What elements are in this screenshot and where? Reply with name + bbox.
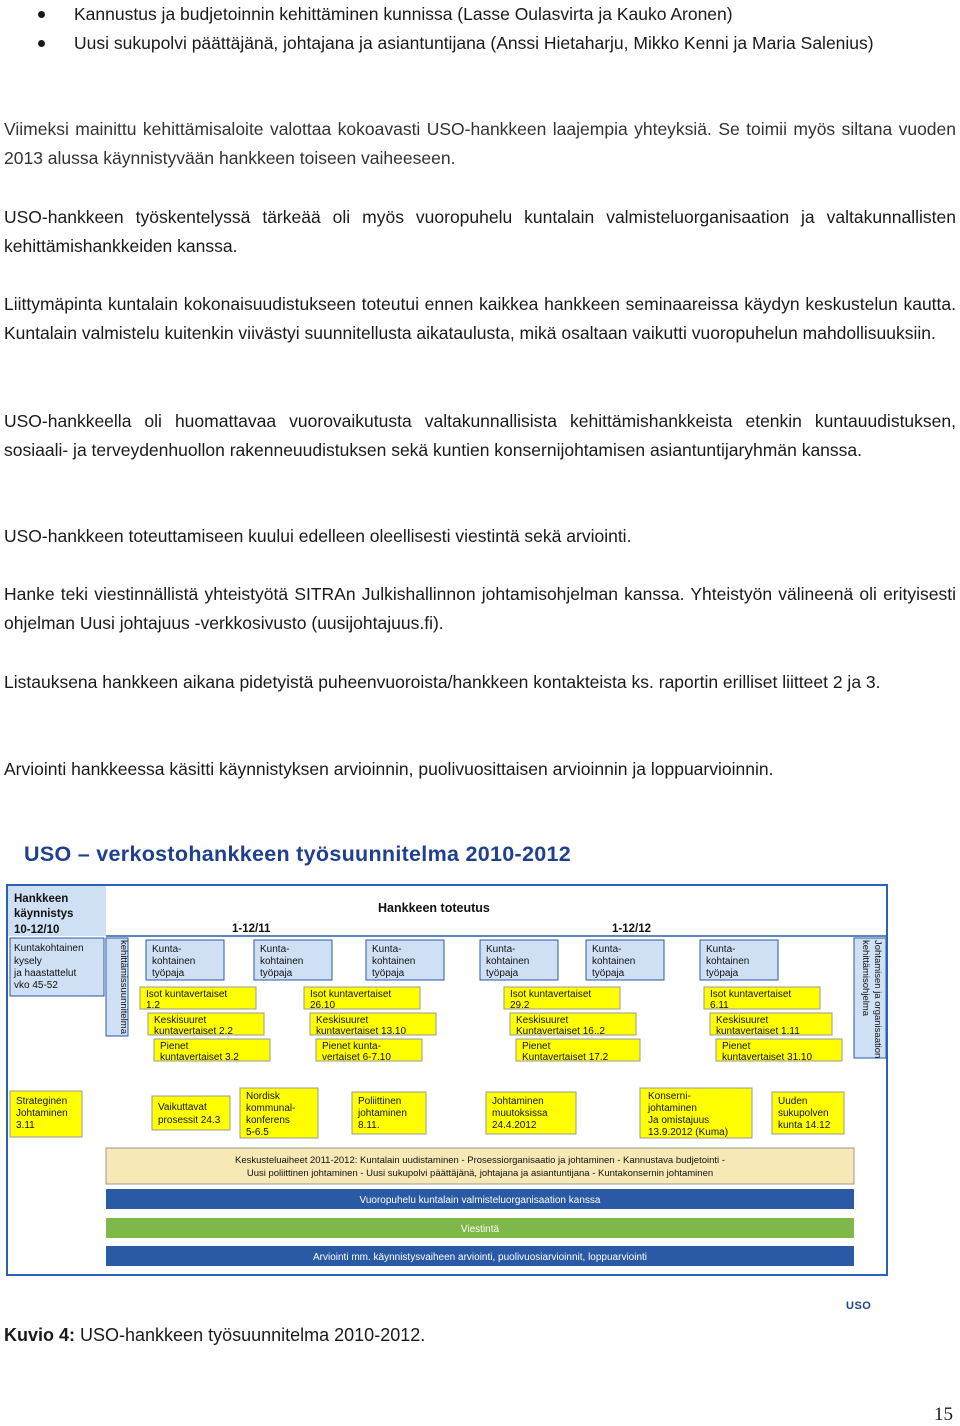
seminar-line: 24.4.2012 <box>492 1120 537 1131</box>
peer-line: 6.11 <box>710 1000 729 1011</box>
workshop-line: työpaja <box>260 968 293 979</box>
seminar-line: Konserni- <box>648 1091 691 1102</box>
page-number: 15 <box>934 1404 953 1425</box>
seminar-line: Vaikuttavat <box>158 1102 207 1113</box>
peer-line: Isot kuntavertaiset <box>710 989 792 1000</box>
paragraph: USO-hankkeen toteuttamiseen kuului edelleen oleellisesti viestintä sekä arviointi. <box>4 526 632 546</box>
evaluation-bar-label: Arviointi mm. käynnistysvaiheen arviointi, puolivuosiarvioinnit, loppuarviointi <box>312 1252 648 1263</box>
paragraph: Arviointi hankkeessa käsitti käynnistyksen arvioinnin, puolivuosittaisen arvioinnin ja loppuarvioinnin. <box>4 759 774 779</box>
peer-line: Pienet <box>522 1041 551 1052</box>
peer-line: Pienet <box>160 1041 189 1052</box>
figure-caption <box>4 1323 425 1347</box>
start-header-line: käynnistys <box>14 908 74 920</box>
workshop-line: Kunta- <box>486 944 516 955</box>
workshop-line: työpaja <box>592 968 625 979</box>
start-survey-line: Kuntakohtainen <box>14 943 84 954</box>
workshop-line: kohtainen <box>486 956 530 967</box>
peer-line: kuntavertaiset 31.10 <box>722 1052 813 1063</box>
workshop-line: työpaja <box>152 968 185 979</box>
vertical-label-left: kehittämissuunnitelma <box>118 940 129 1034</box>
peer-line: kuntavertaiset 2.2 <box>154 1026 233 1037</box>
peer-line: 1.2 <box>146 1000 160 1011</box>
peer-line: Keskisuuret <box>516 1015 569 1026</box>
peer-line: 26.10 <box>310 1000 336 1011</box>
peer-line: Isot kuntavertaiset <box>310 989 392 1000</box>
seminar-line: kunta 14.12 <box>778 1120 831 1131</box>
paragraph: Listauksena hankkeen aikana pidetyistä puheenvuoroista/hankkeen kontakteista ks. raportin erilliset liitteet 2 ja 3. <box>4 672 881 692</box>
communication-bar-label: Viestintä <box>460 1224 500 1235</box>
peer-line: kuntavertaiset 13.10 <box>316 1026 407 1037</box>
workshop-line: Kunta- <box>592 944 622 955</box>
seminar-line: Ja omistajuus <box>648 1115 710 1126</box>
vertical-label-right: Johtamisen ja organisaation <box>872 940 883 1059</box>
bullet-dot-icon <box>38 11 45 18</box>
peer-line: Pienet <box>722 1041 751 1052</box>
seminar-line: Nordisk <box>246 1091 280 1102</box>
start-survey-line: vko 45-52 <box>14 980 58 991</box>
workshop-line: kohtainen <box>152 956 196 967</box>
peer-line: vertaiset 6-7.10 <box>322 1052 391 1063</box>
diagram-canvas <box>6 884 888 1276</box>
seminar-line: kommunal- <box>246 1103 296 1114</box>
peer-line: 29.2 <box>510 1000 530 1011</box>
themes-line: Keskusteluaiheet 2011-2012: Kuntalain uudistaminen - Prosessiorganisaatio ja johtaminen - Kannustava budjetointi - <box>235 1155 725 1166</box>
workshop-line: Kunta- <box>372 944 402 955</box>
workshop-line: kohtainen <box>372 956 416 967</box>
bullet-item <box>0 0 960 29</box>
peer-line: Keskisuuret <box>716 1015 769 1026</box>
seminar-line: Johtaminen <box>492 1096 544 1107</box>
toteutus-header: Hankkeen toteutus <box>378 901 490 915</box>
peer-group-column <box>140 987 270 1063</box>
peer-line: Isot kuntavertaiset <box>146 989 228 1000</box>
peer-group-column <box>304 987 436 1063</box>
seminar-line: 8.11. <box>358 1120 380 1131</box>
workshop-line: kohtainen <box>706 956 750 967</box>
seminar-line: 3.11 <box>16 1120 35 1131</box>
seminar-line: muutoksissa <box>492 1108 548 1119</box>
peer-line: kuntavertaiset 3.2 <box>160 1052 239 1063</box>
peer-line: Pienet kunta- <box>322 1041 381 1052</box>
peer-line: Isot kuntavertaiset <box>510 989 592 1000</box>
seminar-line: 5-6.5 <box>246 1127 269 1138</box>
seminar-line: 13.9.2012 (Kuma) <box>648 1127 729 1138</box>
paragraph: Liittymäpinta kuntalain kokonaisuudistukseen toteutui ennen kaikkea hankkeen seminaareissa käydyn keskustelun kautta. Kuntalain valmistelu kuitenkin viivästyi suunnitellusta aikataulusta, mikä osaltaan vaikutti vuoropuhelun mahdollisuuksiin. <box>4 294 956 343</box>
caption-text: USO-hankkeen työsuunnitelma 2010-2012. <box>75 1325 426 1345</box>
themes-line: Uusi poliittinen johtaminen - Uusi sukupolvi päättäjänä, johtajana ja asiantuntijana - Kuntakonsernin johtaminen <box>246 1168 714 1179</box>
figure-title: USO – verkostohankkeen työsuunnitelma 2010-2012 <box>24 842 572 866</box>
dialogue-bar-label: Vuoropuhelu kuntalain valmisteluorganisaation kanssa <box>359 1195 601 1206</box>
workshop-line: työpaja <box>486 968 519 979</box>
seminar-line: Poliittinen <box>358 1096 402 1107</box>
period-label: 1-12/12 <box>612 923 652 935</box>
peer-group-column <box>504 987 640 1063</box>
paragraph: USO-hankkeen työskentelyssä tärkeää oli myös vuoropuhelu kuntalain valmisteluorganisaation ja valtakunnallisten kehittämishankkeiden kanssa. <box>4 207 956 256</box>
seminar-line: Uuden <box>778 1096 808 1107</box>
bullet-item <box>0 29 960 58</box>
seminar-line: sukupolven <box>778 1108 829 1119</box>
peer-line: kuntavertaiset 1.11 <box>716 1026 800 1037</box>
start-survey-line: ja haastattelut <box>14 968 77 979</box>
seminar-line: Strateginen <box>16 1096 68 1107</box>
seminar-line: prosessit 24.3 <box>158 1115 221 1126</box>
seminar-line: konferens <box>246 1115 290 1126</box>
start-survey-line: kysely <box>14 956 42 967</box>
work-plan-diagram <box>6 884 888 1276</box>
bullet-dot-icon <box>38 40 45 47</box>
seminar-line: johtaminen <box>648 1103 697 1114</box>
period-label: 1-12/11 <box>232 923 271 935</box>
paragraph: USO-hankkeella oli huomattavaa vuorovaikutusta valtakunnallisista kehittämishankkeista etenkin kuntauudistuksen, sosiaali- ja terveydenhuollon rakenneuudistuksen sekä kuntien konsernijohtamisen asiantuntijaryhmän kanssa. <box>4 411 956 460</box>
workshop-line: kohtainen <box>260 956 304 967</box>
start-header-line: 10-12/10 <box>14 924 60 936</box>
workshop-line: työpaja <box>706 968 739 979</box>
paragraph: Hanke teki viestinnällistä yhteistyötä SITRAn Julkishallinnon johtamisohjelman kanssa. Yhteistyön välineenä oli erityisesti ohjelman Uusi johtajuus -verkkosivusto (uusijohtajuus.fi). <box>4 584 956 633</box>
seminar-line: johtaminen <box>358 1108 407 1119</box>
peer-line: Keskisuuret <box>154 1015 207 1026</box>
workshop-line: työpaja <box>372 968 405 979</box>
seminar-line: Johtaminen <box>16 1108 68 1119</box>
bullet-text: Uusi sukupolvi päättäjänä, johtajana ja asiantuntijana (Anssi Hietaharju, Mikko Kenni ja Maria Salenius) <box>74 33 874 53</box>
uso-logo: USO <box>846 1300 872 1312</box>
caption-label: Kuvio 4: <box>4 1325 76 1345</box>
workshop-line: Kunta- <box>706 944 736 955</box>
vertical-label-right: kehittämisohjelma <box>860 940 871 1017</box>
peer-line: Keskisuuret <box>316 1015 369 1026</box>
peer-line: Kuntavertaiset 17.2 <box>522 1052 609 1063</box>
paragraph: Viimeksi mainittu kehittämisaloite valottaa kokoavasti USO-hankkeen laajempia yhteyksiä. Se toimii myös siltana vuoden 2013 alussa käynnistyvään hankkeen toiseen vaiheeseen. <box>4 119 956 168</box>
bullet-list <box>0 0 960 58</box>
bullet-text: Kannustus ja budjetoinnin kehittäminen kunnissa (Lasse Oulasvirta ja Kauko Aronen) <box>74 4 733 24</box>
workshop-line: Kunta- <box>260 944 290 955</box>
peer-line: Kuntavertaiset 16..2 <box>516 1026 605 1037</box>
workshop-line: Kunta- <box>152 944 182 955</box>
start-header-line: Hankkeen <box>14 893 69 905</box>
workshop-line: kohtainen <box>592 956 636 967</box>
